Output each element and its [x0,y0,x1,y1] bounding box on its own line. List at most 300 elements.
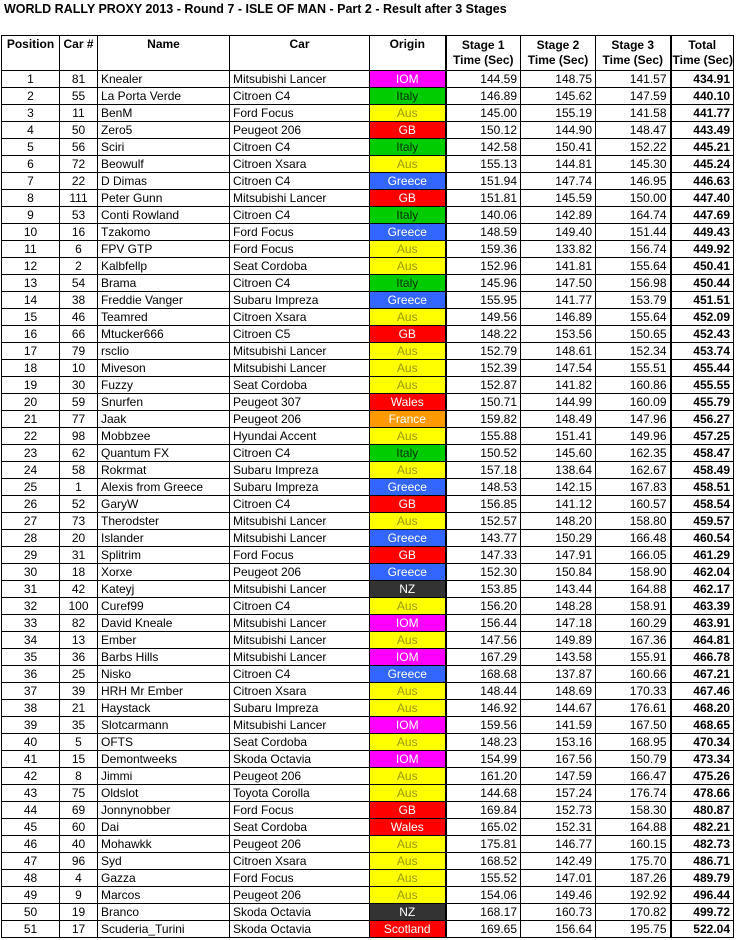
car-model-cell: Subaru Impreza [230,292,370,309]
position-cell: 10 [2,224,60,241]
car-model-cell: Mitsubishi Lancer [230,343,370,360]
stage1-time-cell: 168.68 [446,666,521,683]
table-row [2,513,734,530]
stage1-time-cell: 155.52 [446,870,521,887]
driver-name-cell: La Porta Verde [98,88,230,105]
stage2-time-cell: 150.29 [521,530,596,547]
table-row [2,870,734,887]
table-row [2,700,734,717]
origin-cell: Aus [370,768,446,785]
stage2-time-cell: 149.46 [521,887,596,904]
origin-cell: Aus [370,785,446,802]
table-row [2,394,734,411]
stage2-time-cell: 153.56 [521,326,596,343]
stage2-time-cell: 150.84 [521,564,596,581]
stage2-time-cell: 144.90 [521,122,596,139]
stage2-time-cell: 146.89 [521,309,596,326]
stage3-time-cell: 147.96 [596,411,671,428]
origin-cell: Aus [370,343,446,360]
total-time-cell: 496.44 [671,887,734,904]
stage2-time-cell: 141.81 [521,258,596,275]
car-number-cell: 39 [60,683,98,700]
stage1-time-cell: 156.44 [446,615,521,632]
stage1-time-cell: 168.17 [446,904,521,921]
stage1-time-cell: 149.56 [446,309,521,326]
stage3-time-cell: 175.70 [596,853,671,870]
stage3-time-cell: 160.66 [596,666,671,683]
total-time-cell: 445.21 [671,139,734,156]
origin-cell: GB [370,802,446,819]
car-model-cell: Mitsubishi Lancer [230,360,370,377]
car-model-cell: Mitsubishi Lancer [230,717,370,734]
stage2-time-cell: 160.73 [521,904,596,921]
car-number-cell: 58 [60,462,98,479]
origin-cell: Aus [370,428,446,445]
stage3-time-cell: 151.44 [596,224,671,241]
results-body [2,71,734,938]
stage1-time-cell: 152.96 [446,258,521,275]
total-time-cell: 499.72 [671,904,734,921]
position-cell: 6 [2,156,60,173]
driver-name-cell: Marcos [98,887,230,904]
origin-cell: Greece [370,292,446,309]
car-number-cell: 79 [60,343,98,360]
total-time-cell: 456.27 [671,411,734,428]
stage3-time-cell: 145.30 [596,156,671,173]
total-time-cell: 455.55 [671,377,734,394]
driver-name-cell: Splitrim [98,547,230,564]
car-number-cell: 36 [60,649,98,666]
car-model-cell: Mitsubishi Lancer [230,615,370,632]
position-cell: 24 [2,462,60,479]
driver-name-cell: GaryW [98,496,230,513]
stage1-time-cell: 159.36 [446,241,521,258]
driver-name-cell: Miveson [98,360,230,377]
stage1-time-cell: 175.81 [446,836,521,853]
stage1-time-cell: 152.87 [446,377,521,394]
driver-name-cell: Conti Rowland [98,207,230,224]
car-number-cell: 46 [60,309,98,326]
header-stage2 [521,36,596,71]
position-cell: 11 [2,241,60,258]
stage2-time-cell: 143.58 [521,649,596,666]
stage1-time-cell: 145.00 [446,105,521,122]
stage2-time-cell: 142.49 [521,853,596,870]
position-cell: 3 [2,105,60,122]
stage2-time-cell: 149.89 [521,632,596,649]
car-model-cell: Citroen Xsara [230,853,370,870]
header-car: Car [230,36,370,71]
position-cell: 33 [2,615,60,632]
car-number-cell: 25 [60,666,98,683]
car-number-cell: 5 [60,734,98,751]
origin-cell: GB [370,326,446,343]
stage3-time-cell: 141.58 [596,105,671,122]
stage3-time-cell: 167.50 [596,717,671,734]
driver-name-cell: Oldslot [98,785,230,802]
stage3-time-cell: 170.82 [596,904,671,921]
stage3-time-cell: 149.96 [596,428,671,445]
stage3-time-cell: 160.86 [596,377,671,394]
origin-cell: Scotland [370,921,446,938]
driver-name-cell: Mobbzee [98,428,230,445]
stage1-time-cell: 150.71 [446,394,521,411]
position-cell: 9 [2,207,60,224]
stage3-time-cell: 166.48 [596,530,671,547]
stage2-time-cell: 133.82 [521,241,596,258]
header-total [671,36,734,71]
total-time-cell: 458.54 [671,496,734,513]
car-number-cell: 19 [60,904,98,921]
total-time-cell: 480.87 [671,802,734,819]
stage2-time-cell: 142.89 [521,207,596,224]
car-number-cell: 82 [60,615,98,632]
car-model-cell: Seat Cordoba [230,819,370,836]
stage3-time-cell: 166.05 [596,547,671,564]
origin-cell: GB [370,190,446,207]
driver-name-cell: Mohawkk [98,836,230,853]
position-cell: 19 [2,377,60,394]
car-number-cell: 52 [60,496,98,513]
total-time-cell: 478.66 [671,785,734,802]
stage3-time-cell: 170.33 [596,683,671,700]
car-number-cell: 59 [60,394,98,411]
position-cell: 8 [2,190,60,207]
driver-name-cell: Islander [98,530,230,547]
car-number-cell: 100 [60,598,98,615]
driver-name-cell: Jimmi [98,768,230,785]
stage3-time-cell: 158.80 [596,513,671,530]
total-time-cell: 461.29 [671,547,734,564]
stage1-time-cell: 148.44 [446,683,521,700]
total-time-cell: 455.79 [671,394,734,411]
header-origin: Origin [370,36,446,71]
stage1-time-cell: 144.68 [446,785,521,802]
driver-name-cell: Therodster [98,513,230,530]
stage3-time-cell: 164.88 [596,819,671,836]
table-row [2,836,734,853]
total-time-cell: 445.24 [671,156,734,173]
total-time-cell: 482.73 [671,836,734,853]
car-number-cell: 13 [60,632,98,649]
car-number-cell: 2 [60,258,98,275]
driver-name-cell: Kateyj [98,581,230,598]
table-row [2,734,734,751]
stage3-time-cell: 160.29 [596,615,671,632]
car-number-cell: 4 [60,870,98,887]
origin-cell: Aus [370,513,446,530]
position-cell: 45 [2,819,60,836]
driver-name-cell: Scuderia_Turini [98,921,230,938]
stage3-time-cell: 160.57 [596,496,671,513]
stage1-time-cell: 161.20 [446,768,521,785]
driver-name-cell: Haystack [98,700,230,717]
total-time-cell: 458.51 [671,479,734,496]
origin-cell: Greece [370,479,446,496]
table-row [2,785,734,802]
origin-cell: Aus [370,105,446,122]
total-time-cell: 468.65 [671,717,734,734]
position-cell: 40 [2,734,60,751]
table-row [2,343,734,360]
header-stage3-line2: Time (Sec) [602,53,663,67]
total-time-cell: 449.92 [671,241,734,258]
stage2-time-cell: 148.20 [521,513,596,530]
table-row [2,768,734,785]
position-cell: 31 [2,581,60,598]
table-row [2,377,734,394]
stage3-time-cell: 147.59 [596,88,671,105]
origin-cell: Italy [370,275,446,292]
total-time-cell: 475.26 [671,768,734,785]
car-number-cell: 77 [60,411,98,428]
stage1-time-cell: 151.94 [446,173,521,190]
total-time-cell: 458.47 [671,445,734,462]
total-time-cell: 473.34 [671,751,734,768]
position-cell: 46 [2,836,60,853]
car-model-cell: Subaru Impreza [230,700,370,717]
stage1-time-cell: 165.02 [446,819,521,836]
stage1-time-cell: 169.65 [446,921,521,938]
total-time-cell: 452.43 [671,326,734,343]
total-time-cell: 452.09 [671,309,734,326]
table-row [2,88,734,105]
stage1-time-cell: 156.20 [446,598,521,615]
table-row [2,241,734,258]
origin-cell: France [370,411,446,428]
header-stage3 [596,36,671,71]
car-model-cell: Seat Cordoba [230,377,370,394]
stage1-time-cell: 156.85 [446,496,521,513]
car-model-cell: Citroen C4 [230,496,370,513]
car-number-cell: 20 [60,530,98,547]
car-number-cell: 111 [60,190,98,207]
table-row [2,666,734,683]
table-row [2,649,734,666]
stage2-time-cell: 145.60 [521,445,596,462]
stage2-time-cell: 167.56 [521,751,596,768]
origin-cell: Wales [370,394,446,411]
stage1-time-cell: 167.29 [446,649,521,666]
stage2-time-cell: 148.69 [521,683,596,700]
header-position: Position [2,36,60,71]
total-time-cell: 467.21 [671,666,734,683]
driver-name-cell: Dai [98,819,230,836]
stage3-time-cell: 160.09 [596,394,671,411]
stage2-time-cell: 156.64 [521,921,596,938]
position-cell: 29 [2,547,60,564]
stage3-time-cell: 176.61 [596,700,671,717]
car-number-cell: 31 [60,547,98,564]
table-row [2,309,734,326]
car-model-cell: Citroen C4 [230,173,370,190]
total-time-cell: 457.25 [671,428,734,445]
car-number-cell: 38 [60,292,98,309]
driver-name-cell: Syd [98,853,230,870]
stage3-time-cell: 164.88 [596,581,671,598]
total-time-cell: 443.49 [671,122,734,139]
car-model-cell: Subaru Impreza [230,479,370,496]
stage3-time-cell: 141.57 [596,71,671,88]
table-row [2,496,734,513]
origin-cell: Aus [370,853,446,870]
car-model-cell: Mitsubishi Lancer [230,530,370,547]
stage2-time-cell: 147.54 [521,360,596,377]
car-number-cell: 17 [60,921,98,938]
driver-name-cell: Beowulf [98,156,230,173]
table-row [2,547,734,564]
driver-name-cell: Freddie Vanger [98,292,230,309]
table-row [2,615,734,632]
stage3-time-cell: 164.74 [596,207,671,224]
total-time-cell: 462.04 [671,564,734,581]
driver-name-cell: Teamred [98,309,230,326]
stage2-time-cell: 141.12 [521,496,596,513]
car-number-cell: 40 [60,836,98,853]
table-row [2,224,734,241]
stage2-time-cell: 147.59 [521,768,596,785]
stage3-time-cell: 162.67 [596,462,671,479]
position-cell: 1 [2,71,60,88]
stage2-time-cell: 142.15 [521,479,596,496]
origin-cell: Aus [370,836,446,853]
stage2-time-cell: 147.01 [521,870,596,887]
position-cell: 7 [2,173,60,190]
header-stage1-line1: Stage 1 [461,38,505,52]
position-cell: 37 [2,683,60,700]
position-cell: 27 [2,513,60,530]
driver-name-cell: Rokrmat [98,462,230,479]
car-number-cell: 96 [60,853,98,870]
driver-name-cell: Knealer [98,71,230,88]
origin-cell: Greece [370,666,446,683]
origin-cell: NZ [370,581,446,598]
position-cell: 50 [2,904,60,921]
total-time-cell: 453.74 [671,343,734,360]
car-number-cell: 53 [60,207,98,224]
car-number-cell: 60 [60,819,98,836]
table-row [2,173,734,190]
stage1-time-cell: 147.33 [446,547,521,564]
driver-name-cell: Slotcarmann [98,717,230,734]
table-row [2,632,734,649]
driver-name-cell: Demontweeks [98,751,230,768]
stage1-time-cell: 140.06 [446,207,521,224]
stage3-time-cell: 155.64 [596,309,671,326]
table-row [2,258,734,275]
origin-cell: Aus [370,700,446,717]
total-time-cell: 460.54 [671,530,734,547]
table-row [2,683,734,700]
table-row [2,819,734,836]
stage3-time-cell: 162.35 [596,445,671,462]
driver-name-cell: Quantum FX [98,445,230,462]
stage3-time-cell: 156.98 [596,275,671,292]
driver-name-cell: Branco [98,904,230,921]
stage2-time-cell: 151.41 [521,428,596,445]
position-cell: 35 [2,649,60,666]
driver-name-cell: Snurfen [98,394,230,411]
stage3-time-cell: 166.47 [596,768,671,785]
car-model-cell: Mitsubishi Lancer [230,190,370,207]
car-number-cell: 15 [60,751,98,768]
car-model-cell: Mitsubishi Lancer [230,513,370,530]
stage3-time-cell: 192.92 [596,887,671,904]
car-number-cell: 66 [60,326,98,343]
stage2-time-cell: 152.73 [521,802,596,819]
car-model-cell: Peugeot 307 [230,394,370,411]
position-cell: 2 [2,88,60,105]
stage1-time-cell: 153.85 [446,581,521,598]
driver-name-cell: Alexis from Greece [98,479,230,496]
table-row [2,479,734,496]
car-number-cell: 75 [60,785,98,802]
stage3-time-cell: 150.00 [596,190,671,207]
car-number-cell: 55 [60,88,98,105]
origin-cell: IOM [370,71,446,88]
stage3-time-cell: 187.26 [596,870,671,887]
car-number-cell: 8 [60,768,98,785]
position-cell: 51 [2,921,60,938]
total-time-cell: 440.10 [671,88,734,105]
origin-cell: IOM [370,615,446,632]
table-row [2,207,734,224]
stage1-time-cell: 168.52 [446,853,521,870]
stage3-time-cell: 167.83 [596,479,671,496]
total-time-cell: 489.79 [671,870,734,887]
driver-name-cell: Gazza [98,870,230,887]
stage1-time-cell: 152.57 [446,513,521,530]
stage2-time-cell: 145.62 [521,88,596,105]
position-cell: 16 [2,326,60,343]
table-row [2,802,734,819]
header-car-number: Car # [60,36,98,71]
position-cell: 30 [2,564,60,581]
driver-name-cell: Barbs Hills [98,649,230,666]
car-model-cell: Ford Focus [230,105,370,122]
car-number-cell: 16 [60,224,98,241]
stage2-time-cell: 141.59 [521,717,596,734]
car-number-cell: 50 [60,122,98,139]
header-total-line2: Time (Sec) [672,53,733,67]
driver-name-cell: BenM [98,105,230,122]
results-table [1,35,734,938]
driver-name-cell: Curef99 [98,598,230,615]
car-model-cell: Ford Focus [230,870,370,887]
driver-name-cell: Xorxe [98,564,230,581]
car-model-cell: Seat Cordoba [230,258,370,275]
total-time-cell: 464.81 [671,632,734,649]
stage2-time-cell: 145.59 [521,190,596,207]
car-model-cell: Toyota Corolla [230,785,370,802]
total-time-cell: 522.04 [671,921,734,938]
car-model-cell: Citroen C4 [230,275,370,292]
origin-cell: Aus [370,377,446,394]
car-number-cell: 81 [60,71,98,88]
origin-cell: IOM [370,717,446,734]
header-stage3-line1: Stage 3 [611,38,655,52]
table-row [2,360,734,377]
stage2-time-cell: 147.91 [521,547,596,564]
origin-cell: GB [370,496,446,513]
header-stage2-line1: Stage 2 [536,38,580,52]
stage1-time-cell: 155.88 [446,428,521,445]
total-time-cell: 450.41 [671,258,734,275]
car-model-cell: Mitsubishi Lancer [230,71,370,88]
car-model-cell: Skoda Octavia [230,751,370,768]
stage1-time-cell: 148.53 [446,479,521,496]
total-time-cell: 486.71 [671,853,734,870]
